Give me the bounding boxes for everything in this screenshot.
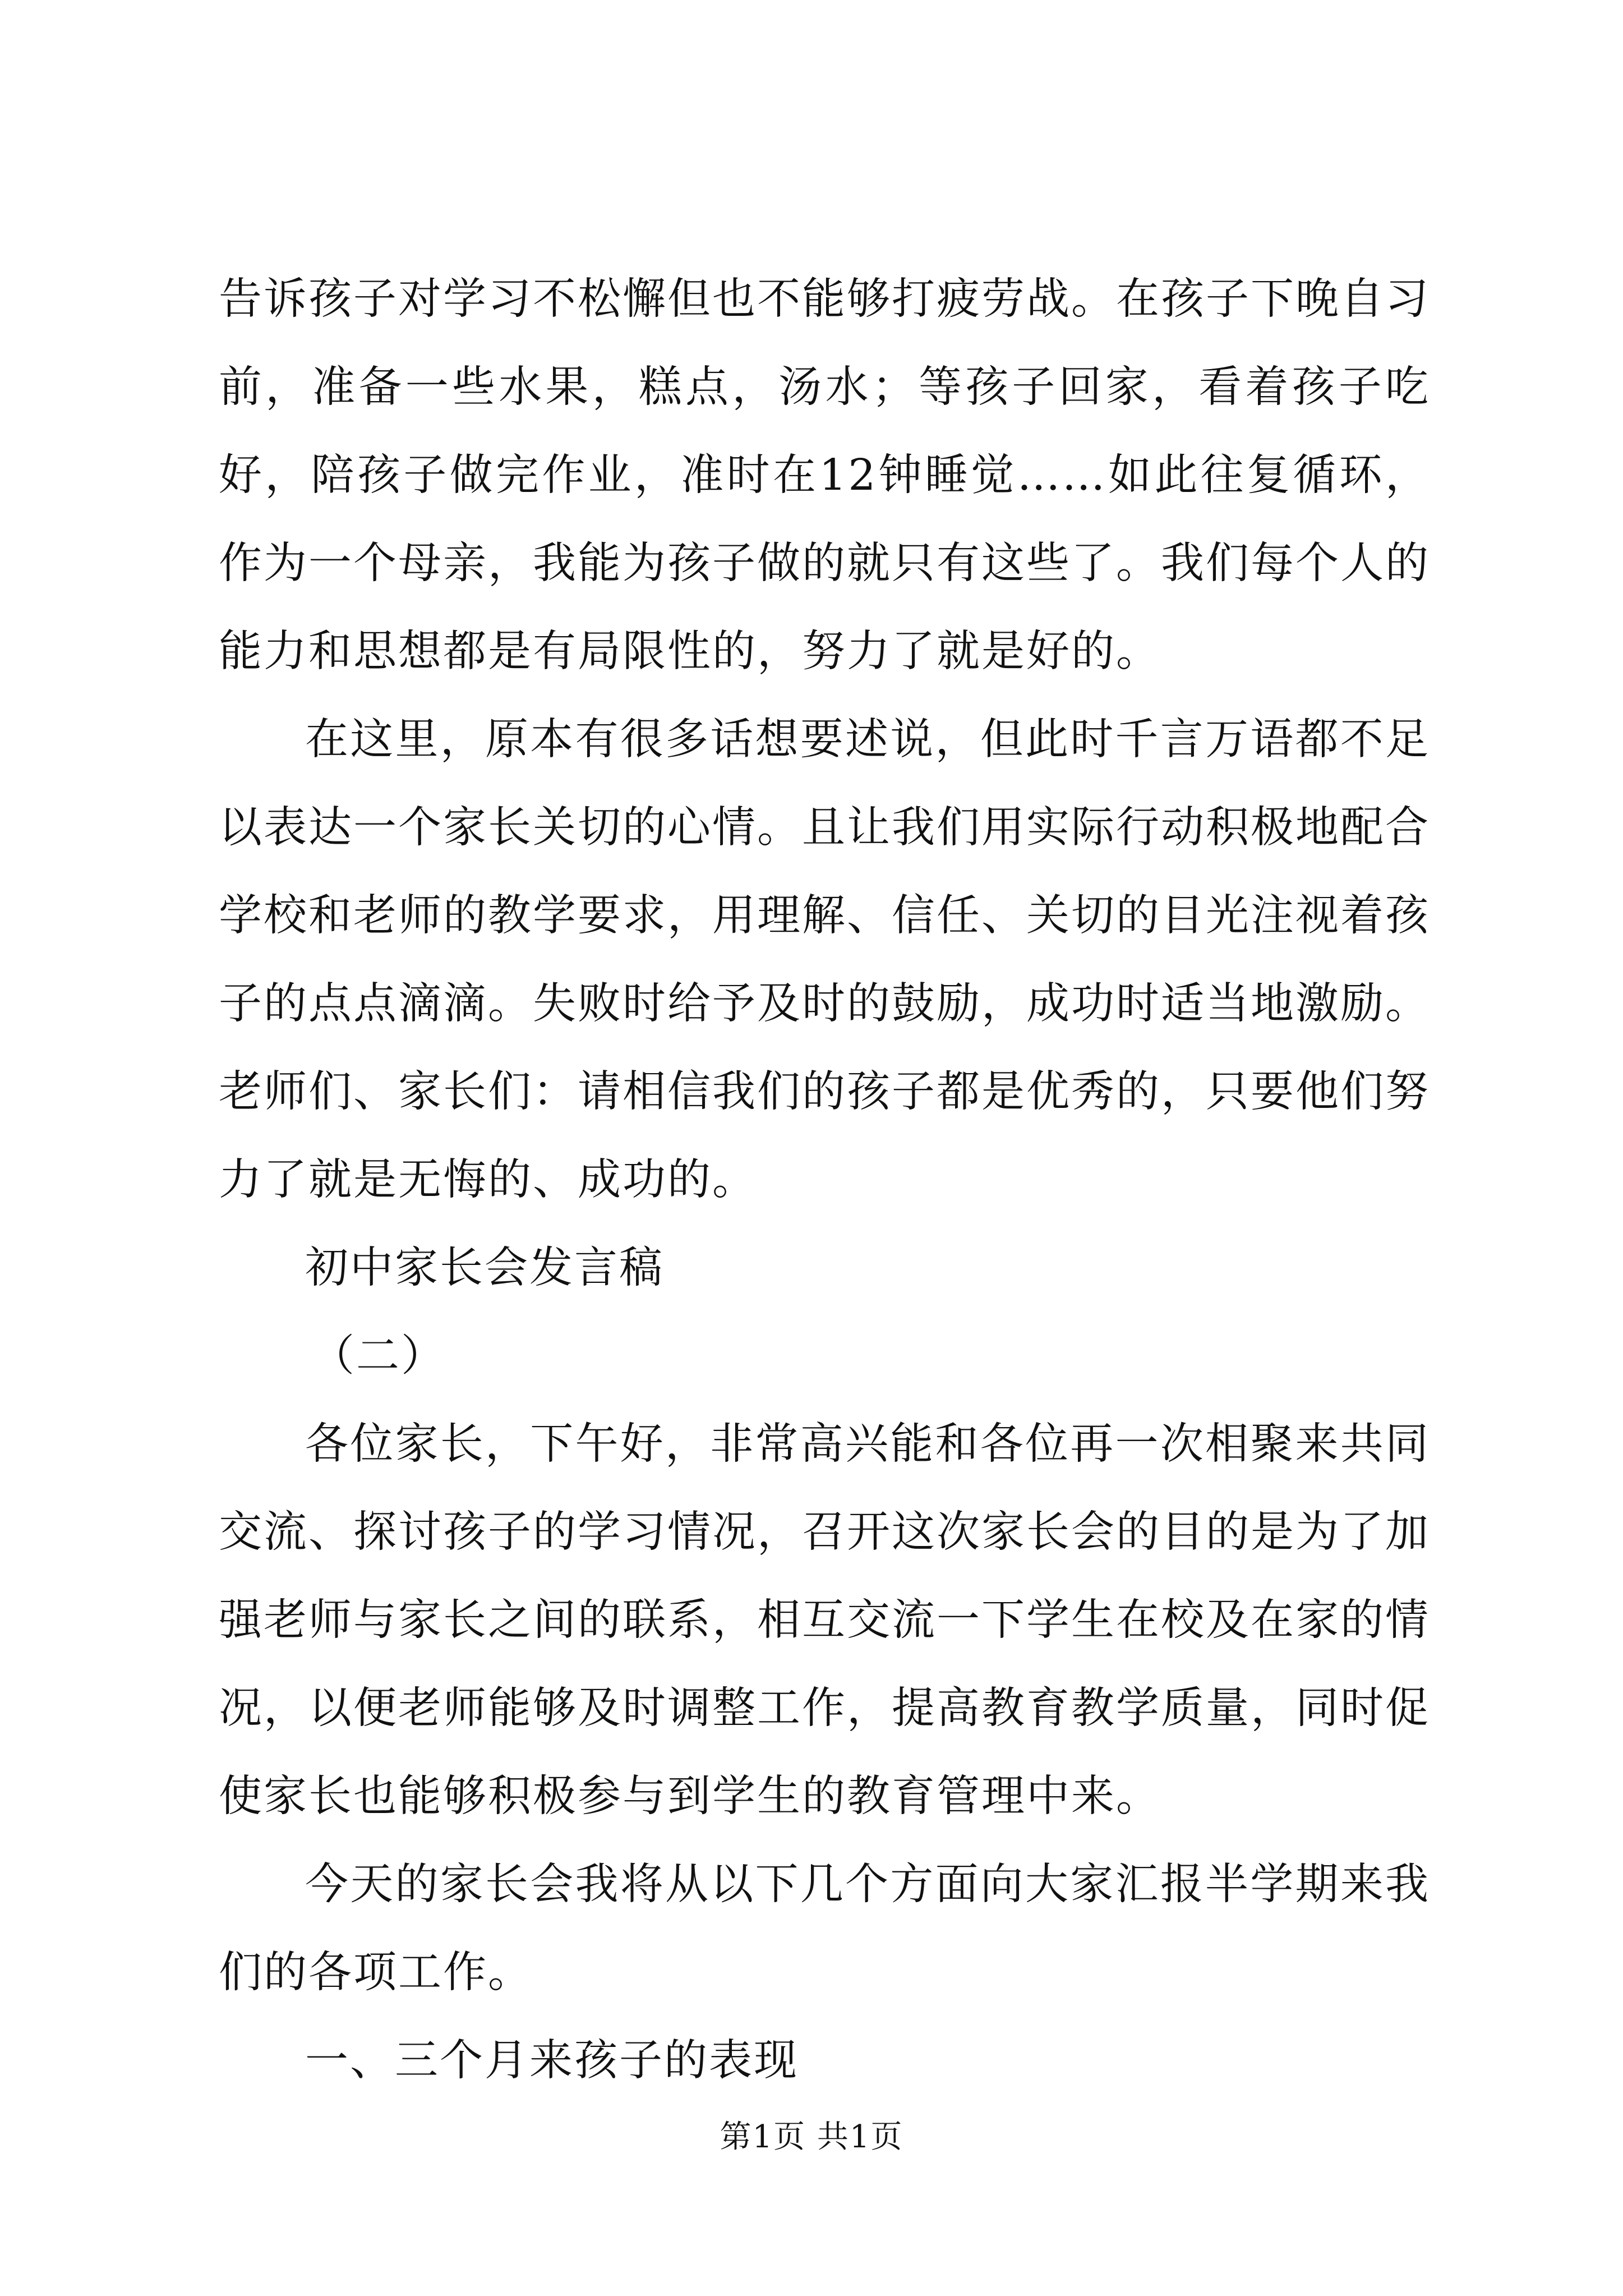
document-body (219, 255, 1430, 2105)
paragraph-agenda: 今天的家长会我将从以下几个方面向大家汇报半学期来我们的各项工作。 (219, 1860, 1430, 1998)
page-footer: 第1页 共1页 (720, 2119, 903, 2155)
section-number: （二） (311, 1331, 446, 1381)
paragraph-continuation: 告诉孩子对学习不松懈但也不能够打疲劳战。在孩子下晚自习前，准备一些水果，糕点，汤水；等孩子回家，看着孩子吃好，陪孩子做完作业，准时在12钟睡觉……如此往复循环，作为一个母亲，我能为孩子做的就只有这些了。我们每个人的能力和思想都是有局限性的，努力了就是好的。 (219, 274, 1430, 677)
section-title: 初中家长会发言稿 (305, 1243, 664, 1293)
paragraph-closing-remarks: 在这里，原本有很多话想要述说，但此时千言万语都不足以表达一个家长关切的心情。且让我们用实际行动积极地配合学校和老师的教学要求，用理解、信任、关切的目光注视着孩子的点点滴滴。失败时给予及时的鼓励，成功时适当地激励。老师们、家长们：请相信我们的孩子都是优秀的，只要他们努力了就是无悔的、成功的。 (219, 715, 1430, 1205)
paragraph-greeting: 各位家长，下午好，非常高兴能和各位再一次相聚来共同交流、探讨孩子的学习情况，召开这次家长会的目的是为了加强老师与家长之间的联系，相互交流一下学生在校及在家的情况，以便老师能够及时调整工作，提高教育教学质量，同时促使家长也能够积极参与到学生的教育管理中来。 (219, 1419, 1430, 1821)
subheading-performance: 一、三个月来孩子的表现 (305, 2036, 799, 2086)
